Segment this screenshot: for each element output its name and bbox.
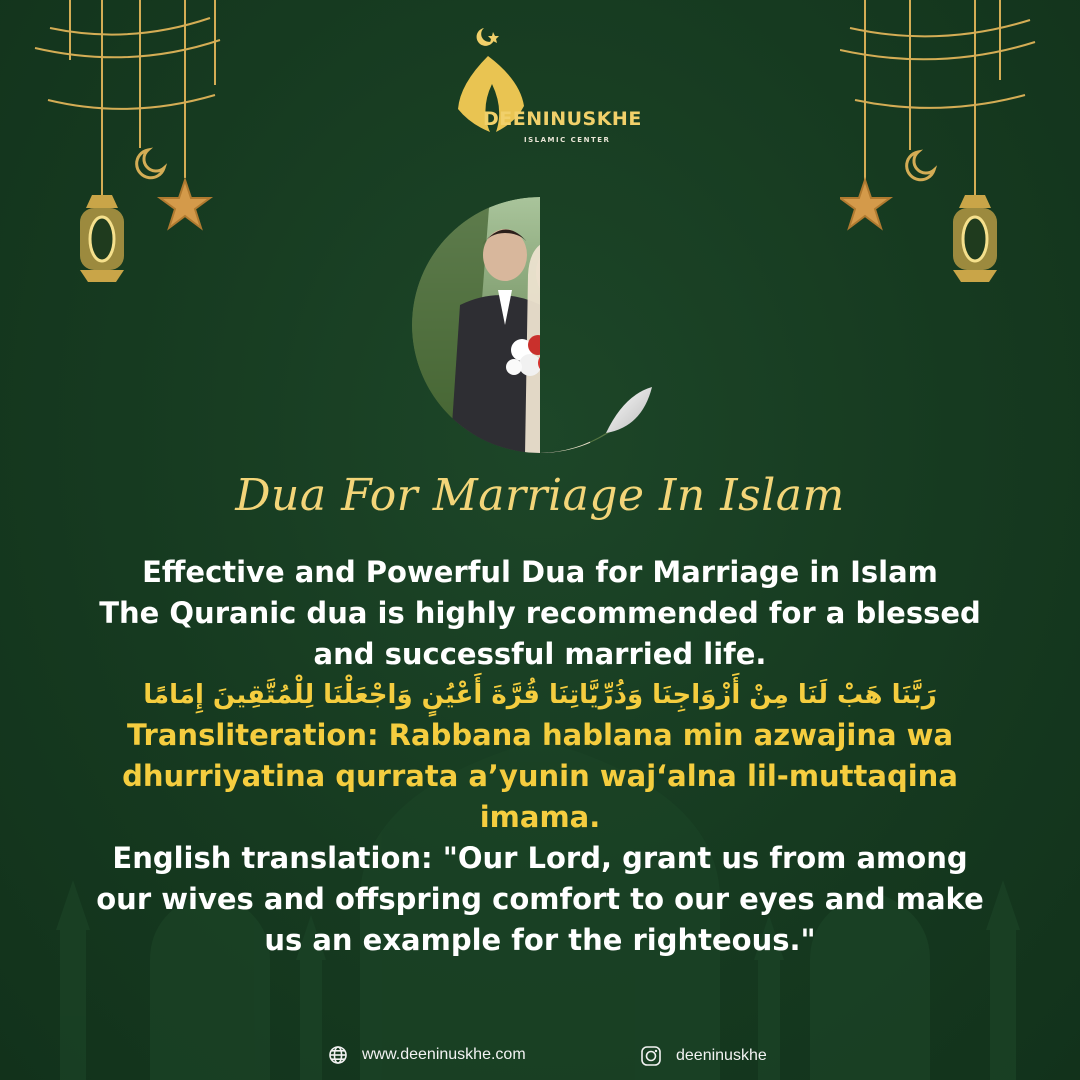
- website-link[interactable]: [328, 1045, 526, 1065]
- brand-logo: [440, 14, 660, 154]
- instagram-icon: [640, 1045, 662, 1067]
- website-url: www.deeninuskhe.com: [362, 1046, 526, 1063]
- hanging-lanterns-left: [30, 0, 230, 300]
- dua-content: [60, 552, 1020, 961]
- star-icon: [160, 180, 210, 228]
- crescent-icon: [137, 150, 164, 178]
- arabic-dua: رَبَّنَا هَبْ لَنَا مِنْ أَزْوَاجِنَا وَذُرِّيَّاتِنَا قُرَّةَ أَعْيُنٍ وَاجْعَلْنَا لِلْمُتَّقِينَ إِمَامًا: [143, 680, 937, 710]
- transliteration-line: dhurriyatina qurrata a’yunin waj‘alna lil-muttaqina: [122, 759, 958, 793]
- transliteration-line: imama.: [479, 800, 601, 834]
- hanging-lanterns-right: [840, 0, 1040, 300]
- page-title: Dua For Marriage In Islam: [235, 470, 845, 521]
- intro-line: and successful married life.: [313, 637, 767, 671]
- star-icon: [840, 180, 890, 228]
- crescent-icon: [907, 152, 934, 180]
- instagram-link[interactable]: [640, 1045, 767, 1067]
- transliteration-line: Transliteration: Rabbana hablana min azwajina wa: [126, 718, 954, 752]
- footer: [0, 1040, 1080, 1070]
- brand-tagline: ISLAMIC CENTER: [524, 136, 611, 144]
- lantern-icon: [80, 195, 124, 282]
- globe-icon: [328, 1045, 348, 1065]
- lantern-icon: [953, 195, 997, 282]
- intro-line: The Quranic dua is highly recommended for a blessed: [99, 596, 981, 630]
- subtitle: Effective and Powerful Dua for Marriage in Islam: [142, 555, 938, 589]
- translation-line: English translation: "Our Lord, grant us from among: [112, 841, 968, 875]
- brand-name: DEENINUSKHE: [483, 108, 642, 130]
- couple-photo: [410, 195, 670, 455]
- instagram-handle: deeninuskhe: [676, 1047, 767, 1064]
- translation-line: us an example for the righteous.": [264, 923, 816, 957]
- translation-line: our wives and offspring comfort to our eyes and make: [96, 882, 984, 916]
